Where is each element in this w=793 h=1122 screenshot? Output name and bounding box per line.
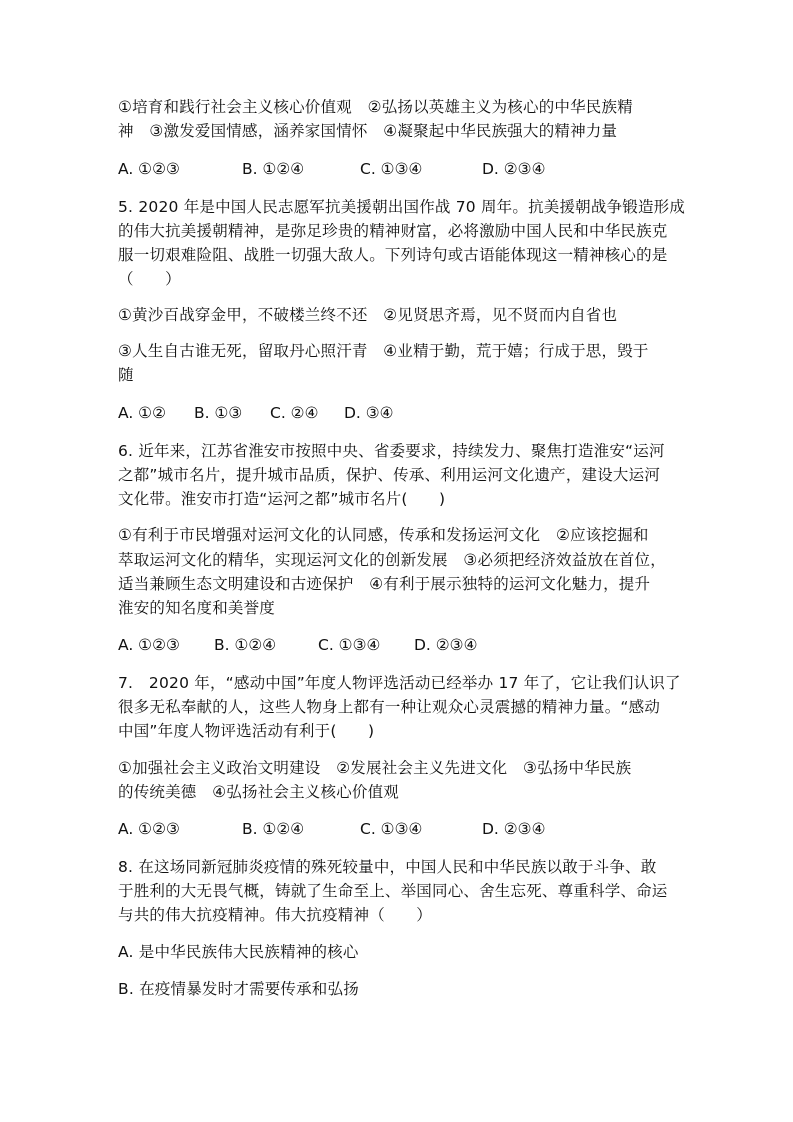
q8-stem-line-1: 8. 在这场同新冠肺炎疫情的殊死较量中，中国人民和中华民族以敢于斗争、敢 (118, 858, 657, 876)
q8-option-a: A. 是中华民族伟大民族精神的核心 (118, 943, 359, 961)
q5-option-b: B. ①③ (194, 404, 243, 422)
q7-option-a: A. ①②③ (118, 820, 180, 838)
q5-item-line-1: ①黄沙百战穿金甲，不破楼兰终不还 ②见贤思齐焉，见不贤而内自省也 (118, 306, 618, 324)
q6-stem-line-2: 之都”城市名片，提升城市品质，保护、传承、利用运河文化遗产，建设大运河 (118, 466, 661, 484)
q7-stem-line-3: 中国”年度人物评选活动有利于( ) (118, 722, 375, 740)
q7-item-line-1: ①加强社会主义政治文明建设 ②发展社会主义先进文化 ③弘扬中华民族 (118, 759, 632, 777)
q6-item-line-4: 淮安的知名度和美誉度 (118, 599, 276, 617)
q7-stem-line-1: 7. 2020 年，“感动中国”年度人物评选活动已经举办 17 年了，它让我们认识了 (118, 674, 681, 692)
q4-statement-line-2: 神 ③激发爱国情感，涵养家国情怀 ④凝聚起中华民族强大的精神力量 (118, 122, 618, 140)
q4-option-d: D. ②③④ (482, 160, 546, 178)
q8-stem-line-2: 于胜利的大无畏气概，铸就了生命至上、举国同心、舍生忘死、尊重科学、命运 (118, 882, 668, 900)
q5-option-d: D. ③④ (344, 404, 394, 422)
q5-item-line-3: 随 (118, 366, 134, 384)
q6-item-line-1: ①有利于市民增强对运河文化的认同感，传承和发扬运河文化 ②应该挖掘和 (118, 526, 649, 544)
q7-option-b: B. ①②④ (242, 820, 305, 838)
q7-option-c: C. ①③④ (360, 820, 423, 838)
q6-item-line-2: 萃取运河文化的精华，实现运河文化的创新发展 ③必须把经济效益放在首位， (118, 551, 666, 569)
q5-option-c: C. ②④ (270, 404, 319, 422)
q7-item-line-2: 的传统美德 ④弘扬社会主义核心价值观 (118, 783, 399, 801)
q4-statement-line-1: ①培育和践行社会主义核心价值观 ②弘扬以英雄主义为核心的中华民族精 (118, 98, 633, 116)
q7-stem-line-2: 很多无私奉献的人，这些人物身上都有一种让观众心灵震撼的精神力量。“感动 (118, 698, 661, 716)
q4-option-c: C. ①③④ (360, 160, 423, 178)
q8-option-b: B. 在疫情暴发时才需要传承和弘扬 (118, 980, 359, 998)
q5-stem-line-4: （ ） (118, 270, 181, 288)
q4-option-a: A. ①②③ (118, 160, 180, 178)
q6-option-d: D. ②③④ (414, 636, 478, 654)
q5-item-line-2: ③人生自古谁无死，留取丹心照汗青 ④业精于勤，荒于嬉；行成于思，毁于 (118, 342, 649, 360)
q5-stem-line-2: 的伟大抗美援朝精神，是弥足珍贵的精神财富，必将激励中国人民和中华民族克 (118, 222, 668, 240)
q6-item-line-3: 适当兼顾生态文明建设和古迹保护 ④有利于展示独特的运河文化魅力，提升 (118, 575, 651, 593)
q6-option-c: C. ①③④ (318, 636, 381, 654)
q5-stem-line-1: 5. 2020 年是中国人民志愿军抗美援朝出国作战 70 周年。抗美援朝战争锻造形成 (118, 198, 686, 216)
q6-stem-line-3: 文化带。淮安市打造“运河之都”城市名片( ) (118, 490, 446, 508)
q8-stem-line-3: 与共的伟大抗疫精神。伟大抗疫精神（ ） (118, 906, 433, 924)
q7-option-d: D. ②③④ (482, 820, 546, 838)
q5-stem-line-3: 服一切艰难险阻、战胜一切强大敌人。下列诗句或古语能体现这一精神核心的是 (118, 246, 668, 264)
q5-option-a: A. ①② (118, 404, 166, 422)
q6-stem-line-1: 6. 近年来，江苏省淮安市按照中央、省委要求，持续发力、聚焦打造淮安“运河 (118, 442, 665, 460)
q6-option-b: B. ①②④ (214, 636, 277, 654)
q4-option-b: B. ①②④ (242, 160, 305, 178)
q6-option-a: A. ①②③ (118, 636, 180, 654)
